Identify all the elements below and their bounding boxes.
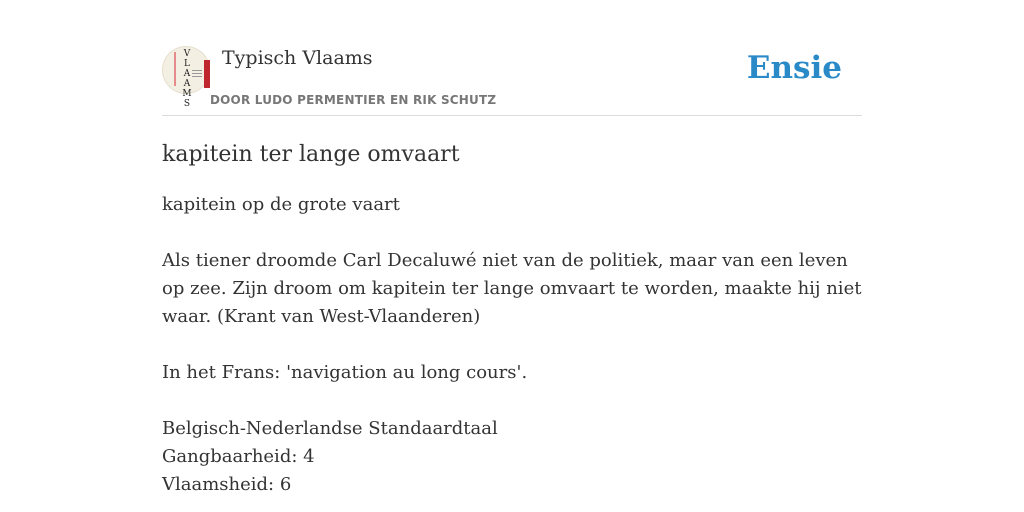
avatar-logo-letters: V L A A M S [182, 49, 192, 109]
commonness-score: Gangbaarheid: 4 [162, 446, 315, 467]
logo-fine-print [192, 70, 202, 71]
logo-red-strip [204, 60, 210, 88]
site-title[interactable]: Typisch Vlaams [222, 47, 373, 69]
entry-definition: kapitein op de grote vaart [162, 194, 400, 215]
logo-accent-line [174, 52, 176, 86]
entry-title: kapitein ter lange omvaart [162, 142, 460, 167]
brand-logo[interactable]: Ensie [746, 50, 842, 86]
entry-french-note: In het Frans: 'navigation au long cours'. [162, 362, 528, 383]
entry-body [162, 191, 862, 499]
entry-card [162, 40, 862, 499]
byline: DOOR LUDO PERMENTIER EN RIK SCHUTZ [210, 93, 497, 107]
avatar[interactable] [162, 46, 210, 109]
standard-language-label: Belgisch-Nederlandse Standaardtaal [162, 418, 498, 439]
header [162, 40, 862, 116]
flemishness-score: Vlaamsheid: 6 [162, 474, 292, 495]
entry-meta [162, 415, 862, 499]
entry-example: Als tiener droomde Carl Decaluwé niet van de politiek, maar van een leven op zee. Zijn droom om kapitein ter lange omvaart te worden, maakte hij niet waar. (Krant van West-Vlaanderen) [162, 250, 862, 327]
